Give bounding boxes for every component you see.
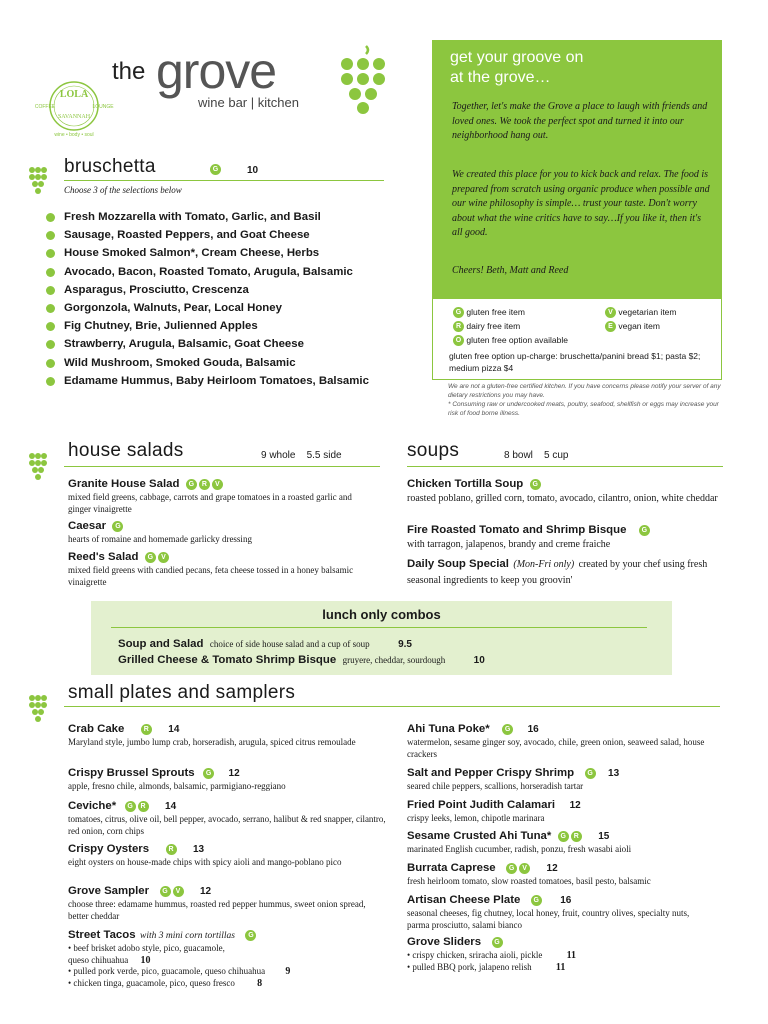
list-item: Wild Mushroom, Smoked Gouda, Balsamic: [46, 356, 386, 370]
salad-item: [68, 516, 368, 546]
gluten-option-badge-icon: G: [585, 768, 596, 779]
item-description: seasonal cheeses, fig chutney, local honey, fruit, country olives, specialty nuts, parma prosciutto, salami bianco: [407, 908, 690, 930]
item-price: 16: [560, 895, 572, 906]
gluten-option-badge-icon: G: [210, 164, 221, 175]
list-item: House Smoked Salmon*, Cream Cheese, Herbs: [46, 246, 386, 260]
list-item: Avocado, Bacon, Roasted Tomato, Arugula, Balsamic: [46, 265, 386, 279]
item-name: Burrata Caprese: [407, 862, 496, 874]
lunch-combos-box: [91, 601, 672, 675]
salad-item: [68, 474, 368, 515]
bruschetta-price: 10: [247, 165, 259, 176]
item-description: gruyere, cheddar, sourdough: [342, 655, 446, 665]
list-item: Fig Chutney, Brie, Julienned Apples: [46, 319, 386, 333]
item-name: Street Tacos: [68, 929, 136, 941]
dairy-free-badge-icon: R: [166, 844, 177, 855]
item-price: 10: [140, 954, 151, 966]
lola-top-text: LOLA: [59, 89, 89, 100]
dairy-free-badge-icon: R: [571, 831, 582, 842]
lola-bottom-text: SAVANNAH: [57, 114, 91, 120]
list-item: Sausage, Roasted Peppers, and Goat Cheese: [46, 228, 386, 242]
dairy-free-badge-icon: R: [199, 479, 210, 490]
gluten-option-badge-icon: G: [502, 724, 513, 735]
item-price: 16: [527, 724, 539, 735]
item-description: created by your chef using fresh seasonal ingredients to keep you groovin': [407, 559, 708, 586]
disclaimer-raw: * Consuming raw or undercooked meats, poultry, seafood, shellfish or eggs may increase your risk of food borne illness.: [448, 401, 719, 417]
item-name: Grilled Cheese & Tomato Shrimp Bisque: [118, 654, 337, 666]
menu-item: [407, 890, 707, 931]
intro-paragraph-2: We created this place for you to kick back and relax. The food is prepared from scratch using organic produce when possible and our wine philosophy is simple… trust your taste. Don't worry about what the wine critics have to say…If you like it, then it's all good.: [452, 169, 710, 238]
gluten-option-badge-icon: G: [639, 525, 650, 536]
item-note: with 3 mini corn tortillas: [139, 931, 235, 941]
gluten-option-badge-icon: G: [531, 895, 542, 906]
list-item: Asparagus, Prosciutto, Crescenza: [46, 283, 386, 297]
section-divider: [64, 706, 720, 707]
gluten-option-badge-icon: G: [160, 886, 171, 897]
combos-title: lunch only combos: [322, 607, 441, 622]
dairy-free-badge-icon: R: [138, 801, 149, 812]
item-name: Granite House Salad: [68, 478, 180, 490]
section-divider: [64, 180, 384, 181]
item-description: tomatoes, citrus, olive oil, bell pepper, avocado, serrano, halibut & red snapper, cilantro, red onion, corn chips: [68, 814, 386, 836]
salads-prices: 9 whole 5.5 side: [261, 450, 342, 461]
small-plates-title: small plates and samplers: [68, 682, 296, 703]
gluten-option-badge-icon: G: [558, 831, 569, 842]
grove-logo: [112, 43, 342, 115]
item-name: Ceviche*: [68, 800, 117, 812]
grapes-icon: [28, 694, 48, 724]
vegetarian-badge-icon: V: [605, 307, 616, 318]
item-price: 11: [555, 961, 566, 973]
menu-item: [407, 795, 727, 825]
menu-item: [407, 858, 727, 888]
bruschetta-list: [46, 210, 386, 392]
item-name: Reed's Salad: [68, 551, 139, 563]
item-name: Grove Sampler: [68, 885, 150, 897]
soup-item: [407, 474, 727, 505]
item-description: watermelon, sesame ginger soy, avocado, chile, green onion, seaweed salad, house crackers: [407, 737, 705, 759]
item-name: Crispy Brussel Sprouts: [68, 767, 195, 779]
menu-item-tacos: [68, 925, 388, 989]
item-description: hearts of romaine and homemade garlicky dressing: [68, 534, 252, 544]
grapes-icon: [28, 452, 48, 482]
item-price: 12: [546, 863, 558, 874]
gluten-option-badge-icon: G: [186, 479, 197, 490]
vegetarian-badge-icon: V: [519, 863, 530, 874]
combo-item: [118, 650, 668, 668]
item-name: Salt and Pepper Crispy Shrimp: [407, 767, 575, 779]
menu-item-sliders: [407, 932, 727, 973]
menu-item: [68, 881, 388, 922]
item-name: Crispy Oysters: [68, 843, 150, 855]
intro-paragraph-1: Together, let's make the Grove a place to laugh with friends and loved ones. We took the perfect spot and turned it into our neighborhood hang out.: [452, 101, 708, 141]
item-description: Maryland style, jumbo lump crab, horseradish, arugula, spiced citrus remoulade: [68, 737, 356, 747]
item-name: Artisan Cheese Plate: [407, 894, 521, 906]
soup-item: [407, 520, 727, 551]
logo-grove: grove: [156, 43, 277, 99]
gluten-option-badge-icon: G: [112, 521, 123, 532]
menu-item: [68, 763, 388, 793]
intro-signoff: Cheers! Beth, Matt and Reed: [452, 265, 569, 276]
item-name: Grove Sliders: [407, 936, 482, 948]
legend-vegetarian: V vegetarian item: [603, 307, 677, 318]
item-name: Daily Soup Special: [407, 558, 509, 570]
bruschetta-subtitle: Choose 3 of the selections below: [64, 185, 182, 195]
gluten-option-badge-icon: G: [506, 863, 517, 874]
intro-box: [432, 40, 722, 298]
salad-item: [68, 547, 368, 588]
soup-item: [407, 556, 727, 588]
item-price: 13: [608, 768, 620, 779]
section-divider: [111, 627, 647, 628]
item-price: 12: [199, 886, 212, 897]
lola-logo: [34, 80, 114, 138]
logo-the: the: [112, 58, 146, 85]
list-item: Strawberry, Arugula, Balsamic, Goat Cheese: [46, 337, 386, 351]
taco-option: • pulled pork verde, pico, guacamole, queso chihuahua 9: [68, 966, 291, 977]
lola-tagline: wine • body • soul: [54, 132, 94, 138]
legend-dairy-free: R dairy free item: [451, 321, 520, 332]
item-description: choose three: edamame hummus, roasted red pepper hummus, sweet onion spread, better cheddar: [68, 899, 366, 921]
menu-item: [407, 719, 727, 760]
menu-item: [407, 763, 727, 793]
dietary-legend: [432, 298, 722, 380]
taco-option: • chicken tinga, guacamole, pico, queso fresco 8: [68, 977, 263, 989]
slider-option: • crispy chicken, sriracha aioli, pickle 11: [407, 950, 577, 961]
item-price: 14: [165, 801, 177, 812]
item-description: apple, fresno chile, almonds, balsamic, parmigiano-reggiano: [68, 781, 286, 791]
menu-item: [407, 826, 727, 856]
item-note: (Mon-Fri only): [513, 559, 575, 570]
item-description: seared chile peppers, scallions, horseradish tartar: [407, 781, 584, 791]
logo-subtitle: wine bar | kitchen: [198, 95, 299, 110]
item-price: 10: [473, 655, 485, 666]
legend-upcharge: gluten free option up-charge: bruschetta/panini bread $1; pasta $2; medium pizza $4: [449, 351, 701, 373]
grapes-icon: [28, 166, 48, 196]
item-description: marinated English cucumber, radish, ponzu, fresh wasabi aioli: [407, 844, 632, 854]
vegetarian-badge-icon: V: [212, 479, 223, 490]
item-name: Crab Cake: [68, 723, 125, 735]
legend-gluten-free-option: O gluten free option available: [451, 335, 568, 346]
soups-prices: 8 bowl 5 cup: [504, 450, 569, 461]
disclaimer-gluten: We are not a gluten-free certified kitchen. If you have concerns please notify your server of any dietary restrictions you may have.: [448, 383, 721, 399]
section-divider: [407, 466, 723, 467]
item-description: fresh heirloom tomato, slow roasted tomatoes, basil pesto, balsamic: [407, 876, 651, 886]
lola-left-text: COFFEE: [34, 104, 56, 110]
dairy-free-badge-icon: R: [141, 724, 152, 735]
item-description: roasted poblano, grilled corn, tomato, avocado, cilantro, onion, white cheddar: [407, 493, 718, 504]
soups-title: soups: [407, 440, 460, 461]
slider-option: • pulled BBQ pork, jalapeno relish 11: [407, 961, 566, 973]
gluten-option-badge-icon: G: [530, 479, 541, 490]
gluten-option-badge-icon: G: [125, 801, 136, 812]
item-name: Chicken Tortilla Soup: [407, 478, 524, 490]
item-price: 11: [566, 950, 577, 961]
disclaimer: [448, 382, 728, 418]
item-description: crispy leeks, lemon, chipotle marinara: [407, 813, 545, 823]
item-name: Fried Point Judith Calamari: [407, 799, 556, 811]
item-price: 12: [228, 768, 240, 779]
menu-item: [68, 839, 388, 869]
lola-right-text: LOUNGE: [92, 104, 114, 110]
grapes-icon: [338, 44, 388, 116]
menu-item: [68, 719, 388, 749]
gluten-option-badge-icon: G: [145, 552, 156, 563]
item-name: Soup and Salad: [118, 638, 204, 650]
item-price: 9.5: [398, 639, 412, 650]
bruschetta-title: bruschetta: [64, 156, 156, 177]
item-name: Fire Roasted Tomato and Shrimp Bisque: [407, 524, 627, 536]
section-divider: [64, 466, 380, 467]
legend-vegan: E vegan item: [603, 321, 660, 332]
gluten-option-badge-icon: O: [453, 335, 464, 346]
item-description: with tarragon, jalapenos, brandy and creme fraiche: [407, 539, 611, 550]
item-name: Ahi Tuna Poke*: [407, 723, 490, 735]
item-name: Caesar: [68, 520, 106, 532]
item-description: eight oysters on house-made chips with spicy aioli and mango-poblano pico: [68, 857, 342, 867]
item-price: 14: [168, 724, 180, 735]
list-item: Edamame Hummus, Baby Heirloom Tomatoes, Balsamic: [46, 374, 386, 388]
legend-gluten-free: G gluten free item: [451, 307, 525, 318]
vegan-badge-icon: E: [605, 321, 616, 332]
vegetarian-badge-icon: V: [158, 552, 169, 563]
item-name: Sesame Crusted Ahi Tuna*: [407, 830, 552, 842]
gluten-free-badge-icon: G: [453, 307, 464, 318]
intro-title: get your groove on at the grove…: [450, 49, 584, 86]
vegetarian-badge-icon: V: [173, 886, 184, 897]
item-description: mixed field greens with candied pecans, feta cheese tossed in a honey balsamic vinaigrette: [68, 565, 354, 587]
item-price: 15: [598, 831, 610, 842]
item-price: 8: [257, 977, 263, 989]
salads-title: house salads: [68, 440, 184, 461]
gluten-option-badge-icon: G: [492, 937, 503, 948]
item-description: mixed field greens, cabbage, carrots and grape tomatoes in a roasted garlic and ginger vinaigrette: [68, 492, 352, 514]
list-item: Gorgonzola, Walnuts, Pear, Local Honey: [46, 301, 386, 315]
taco-option: • beef brisket adobo style, pico, guacamole, queso chihuahua 10: [68, 943, 225, 966]
list-item: Fresh Mozzarella with Tomato, Garlic, and Basil: [46, 210, 386, 224]
gluten-option-badge-icon: G: [245, 930, 256, 941]
menu-item: [68, 796, 388, 837]
item-price: 12: [569, 800, 581, 811]
gluten-option-badge-icon: G: [203, 768, 214, 779]
item-price: 13: [192, 844, 205, 855]
item-description: choice of side house salad and a cup of soup: [209, 639, 370, 649]
dairy-free-badge-icon: R: [453, 321, 464, 332]
item-price: 9: [285, 966, 291, 977]
